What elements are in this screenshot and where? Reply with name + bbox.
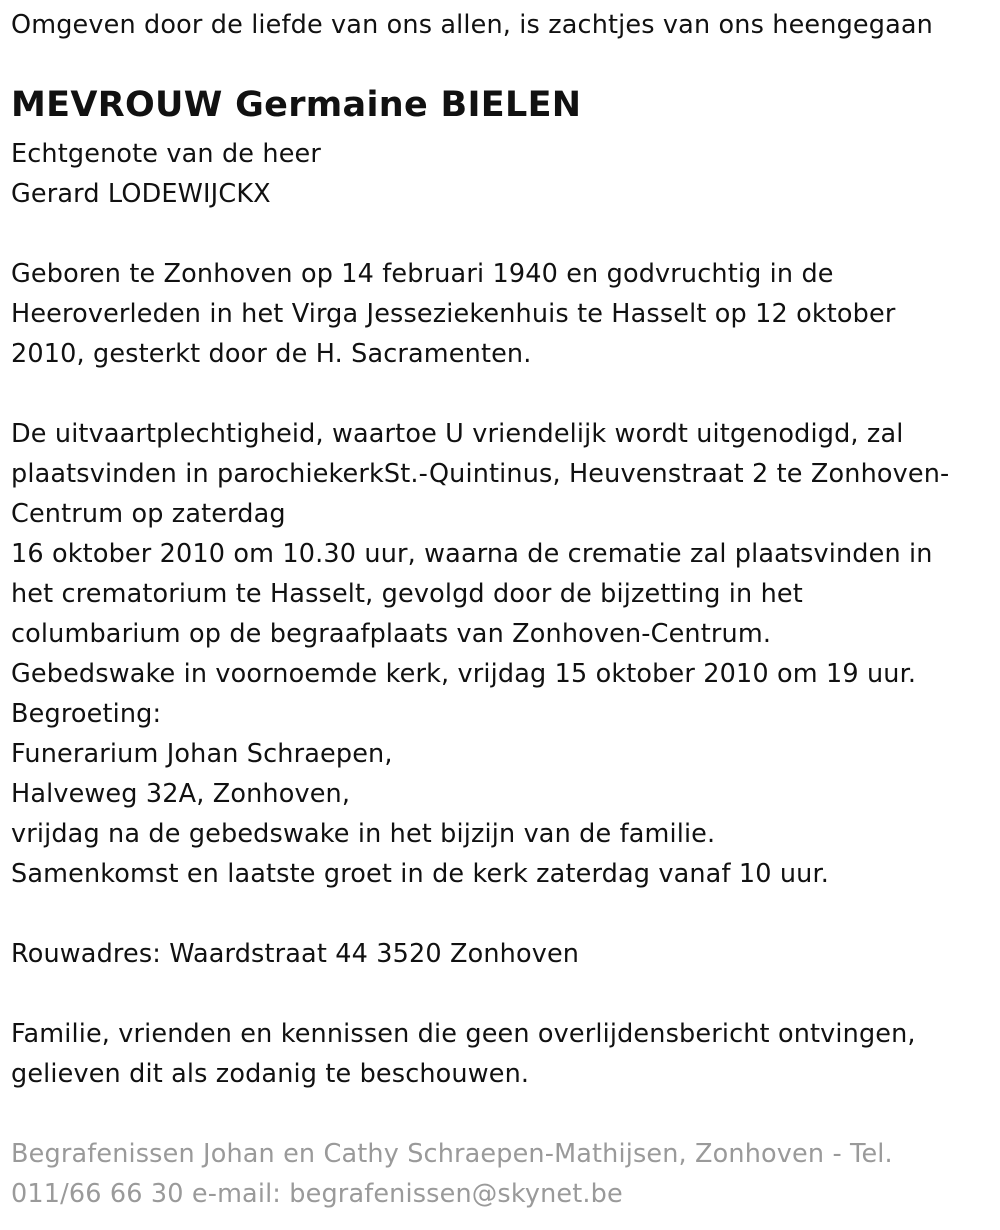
footer-line-1: Begrafenissen Johan en Cathy Schraepen-Mathijsen, Zonhoven - Tel. [11, 1139, 893, 1169]
ceremony-line-9: Funerarium Johan Schraepen, [11, 739, 393, 769]
deceased-name: MEVROUW Germaine BIELEN [11, 85, 582, 125]
footer-line-2: 011/66 66 30 e-mail: begrafenissen@skynet.be [11, 1179, 623, 1209]
ceremony-line-4: 16 oktober 2010 om 10.30 uur, waarna de crematie zal plaatsvinden in [11, 539, 933, 569]
ceremony-line-1: De uitvaartplechtigheid, waartoe U vriendelijk wordt uitgenodigd, zal [11, 419, 904, 449]
ceremony-line-10: Halveweg 32A, Zonhoven, [11, 779, 351, 809]
spouse-line-1: Echtgenote van de heer [11, 139, 322, 169]
mourning-address: Rouwadres: Waardstraat 44 3520 Zonhoven [11, 939, 580, 969]
ceremony-line-12: Samenkomst en laatste groet in de kerk zaterdag vanaf 10 uur. [11, 859, 830, 889]
ceremony-line-11: vrijdag na de gebedswake in het bijzijn van de familie. [11, 819, 716, 849]
ceremony-line-6: columbarium op de begraafplaats van Zonhoven-Centrum. [11, 619, 772, 649]
birth-death-line-1: Geboren te Zonhoven op 14 februari 1940 en godvruchtig in de [11, 259, 834, 289]
ceremony-line-3: Centrum op zaterdag [11, 499, 286, 529]
spouse-line-2: Gerard LODEWIJCKX [11, 179, 271, 209]
intro-text: Omgeven door de liefde van ons allen, is zachtjes van ons heengegaan [11, 10, 933, 40]
ceremony-line-7: Gebedswake in voornoemde kerk, vrijdag 15 oktober 2010 om 19 uur. [11, 659, 917, 689]
notice-line-1: Familie, vrienden en kennissen die geen overlijdensbericht ontvingen, [11, 1019, 916, 1049]
birth-death-line-3: 2010, gesterkt door de H. Sacramenten. [11, 339, 532, 369]
ceremony-line-5: het crematorium te Hasselt, gevolgd door de bijzetting in het [11, 579, 803, 609]
notice-line-2: gelieven dit als zodanig te beschouwen. [11, 1059, 530, 1089]
ceremony-line-2: plaatsvinden in parochiekerkSt.-Quintinus, Heuvenstraat 2 te Zonhoven- [11, 459, 950, 489]
ceremony-line-8: Begroeting: [11, 699, 162, 729]
birth-death-line-2: Heeroverleden in het Virga Jesseziekenhuis te Hasselt op 12 oktober [11, 299, 896, 329]
